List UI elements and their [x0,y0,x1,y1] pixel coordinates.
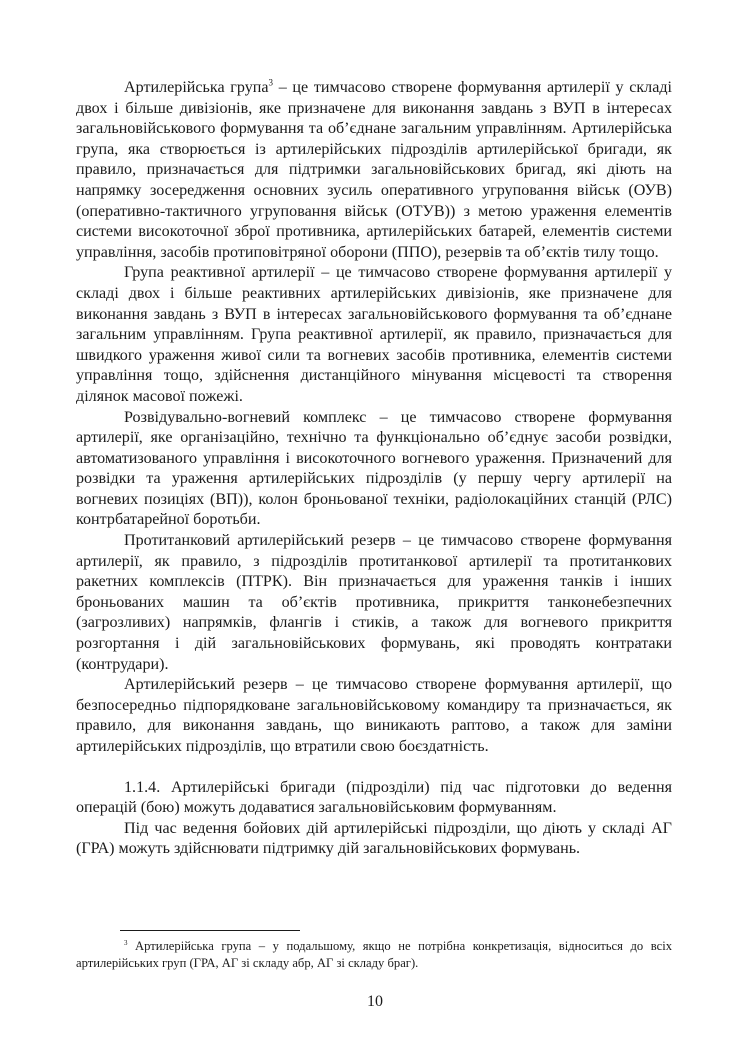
footnote-reference[interactable]: 3 [268,77,274,88]
paragraph-recon-fire-complex: Розвідувально-вогневий комплекс – це тимчасово створене формування артилерії, яке організаційно, технічно та функціонально об’єднує засоби розвідки, автоматизованого управління і високоточного вогневого ураження. Призначений для розвідки та ураження артилерійських підрозділів (у першу чергу артилерії на вогневих позиціях (ВП)), колон броньованої техніки, радіолокаційних станцій (РЛС) контрбатарейної боротьби. [76,408,672,529]
paragraph-artillery-reserve: Артилерійський резерв – це тимчасово створене формування артилерії, що безпосередньо підпорядковане загальновійськовому командиру та призначається, як правило, для виконання завдань, що виникають раптово, а також для заміни артилерійських підрозділів, що втратили свою боєздатність. [76,676,672,755]
paragraph-combat-support: Під час ведення бойових дій артилерійські підрозділи, що діють у складі АГ (ГРА) можуть здійснювати підтримку дій загальновійськових формувань. [76,819,672,858]
page-number: 10 [367,993,383,1010]
section-spacer [76,758,672,778]
document-body [76,78,672,860]
footnote [76,938,672,972]
footnote-separator [120,930,300,931]
paragraph-antitank-reserve: Протитанковий артилерійський резерв – це тимчасово створене формування артилерії, як правило, з підрозділів протитанкової артилерії та протитанкових ракетних комплексів (ПТРК). Він призначається для ураження танків і інших броньованих машин та об’єктів противника, прикриття танконебезпечних (загрозливих) напрямків, флангів і стиків, а також для вогневого прикриття розгортання і дій загальновійськових формувань, які проводять контратаки (контрудари). [76,532,672,673]
paragraph-text: – це тимчасово створене формування артилерії у складі двох і більше дивізіонів, яке призначене для виконання завдань з ВУП в інтересах загальновійськового формування та об’єднане загальним управлінням. Артилерійська група, яка створюється із артилерійських підрозділів артилерійської бригади, як правило, призначається для підтримки загальновійськових бригад, які діють на напрямку зосередження основних зусиль оперативного угруповання військ (ОУВ) (оперативно-тактичного угруповання військ (ОТУВ)) з метою ураження елементів системи високоточної зброї противника, артилерійських батарей, елементів системи управління, засобів протиповітряної оборони (ППО), резервів та об’єктів тилу тощо. [76,79,672,261]
paragraph-section-1-1-4: 1.1.4. Артилерійські бригади (підрозділи) під час підготовки до ведення операцій (бою) можуть додаватися загальновійськовим формуванням. [76,778,672,817]
term-artillery-group: Артилерійська група [124,79,269,96]
paragraph-artillery-group [76,78,672,263]
paragraph-rocket-artillery-group: Група реактивної артилерії – це тимчасово створене формування артилерії у складі двох і більше реактивних артилерійських дивізіонів, яке призначене для виконання завдань з ВУП в інтересах загальновійськового формування та об’єднане загальним управлінням. Група реактивної артилерії, як правило, призначається для швидкого ураження живої сили та вогневих засобів противника, елементів системи управління тощо, здійснення дистанційного мінування місцевості та створення ділянок масової пожежі. [76,264,672,405]
footnote-marker: 3 [124,938,128,947]
footnote-text: Артилерійська група – у подальшому, якщо не потрібна конкретизація, відноситься до всіх артилерійських груп (ГРА, АГ зі складу абр, АГ зі складу браг). [76,939,672,970]
